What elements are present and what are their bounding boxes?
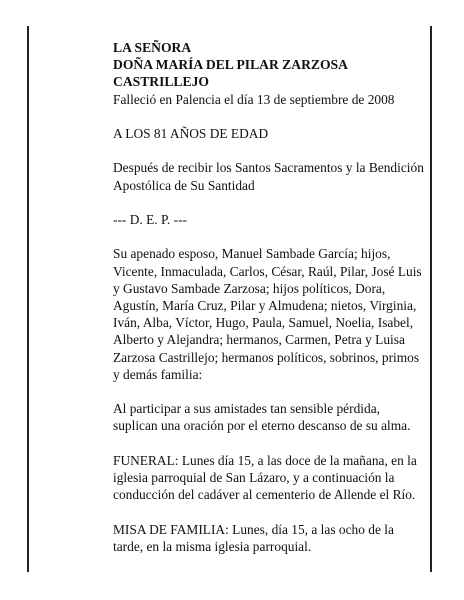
funeral-paragraph: FUNERAL: Lunes día 15, a las doce de la mañana, en la iglesia parroquial de San Lázaro, y a continuación la conducción del cadáver al cementerio de Allende el Río. [113,452,417,503]
obituary-notice [113,39,425,555]
sacraments-paragraph: Después de recibir los Santos Sacramentos y la Bendición Apostólica de Su Santidad [113,160,424,193]
title-line-3: CASTRILLEJO [113,74,209,90]
family-paragraph: Su apenado esposo, Manuel Sambade García; hijos, Vicente, Inmaculada, Carlos, César, Raúl, Pilar, José Luis y Gustavo Sambade Zarzosa; hijos políticos, Dora, Agustín, María Cruz, Pilar y Almudena; nietos, Virginia, Iván, Alba, Víctor, Hugo, Paula, Samuel, Noelia, Isabel, Alberto y Alejandra; hermanos, Carmen, Petra y Luisa Zarzosa Castrillejo; hermanos políticos, sobrinos, primos y demás familia: [113,246,422,382]
age-line: A LOS 81 AÑOS DE EDAD [113,126,269,141]
request-paragraph: Al participar a sus amistades tan sensible pérdida, suplican una oración por el eterno descanso de su alma. [113,401,411,434]
family-mass-paragraph: MISA DE FAMILIA: Lunes, día 15, a las ocho de la tarde, en la misma iglesia parroquial. [113,521,394,554]
right-border-line [430,26,432,572]
left-border-line [27,26,29,572]
title-line-2: DOÑA MARÍA DEL PILAR ZARZOSA [113,57,348,73]
death-line: Falleció en Palencia el día 13 de septiembre de 2008 [113,91,395,107]
title-line-1: LA SEÑORA [113,40,192,55]
dep-line: --- D. E. P. --- [113,211,188,227]
